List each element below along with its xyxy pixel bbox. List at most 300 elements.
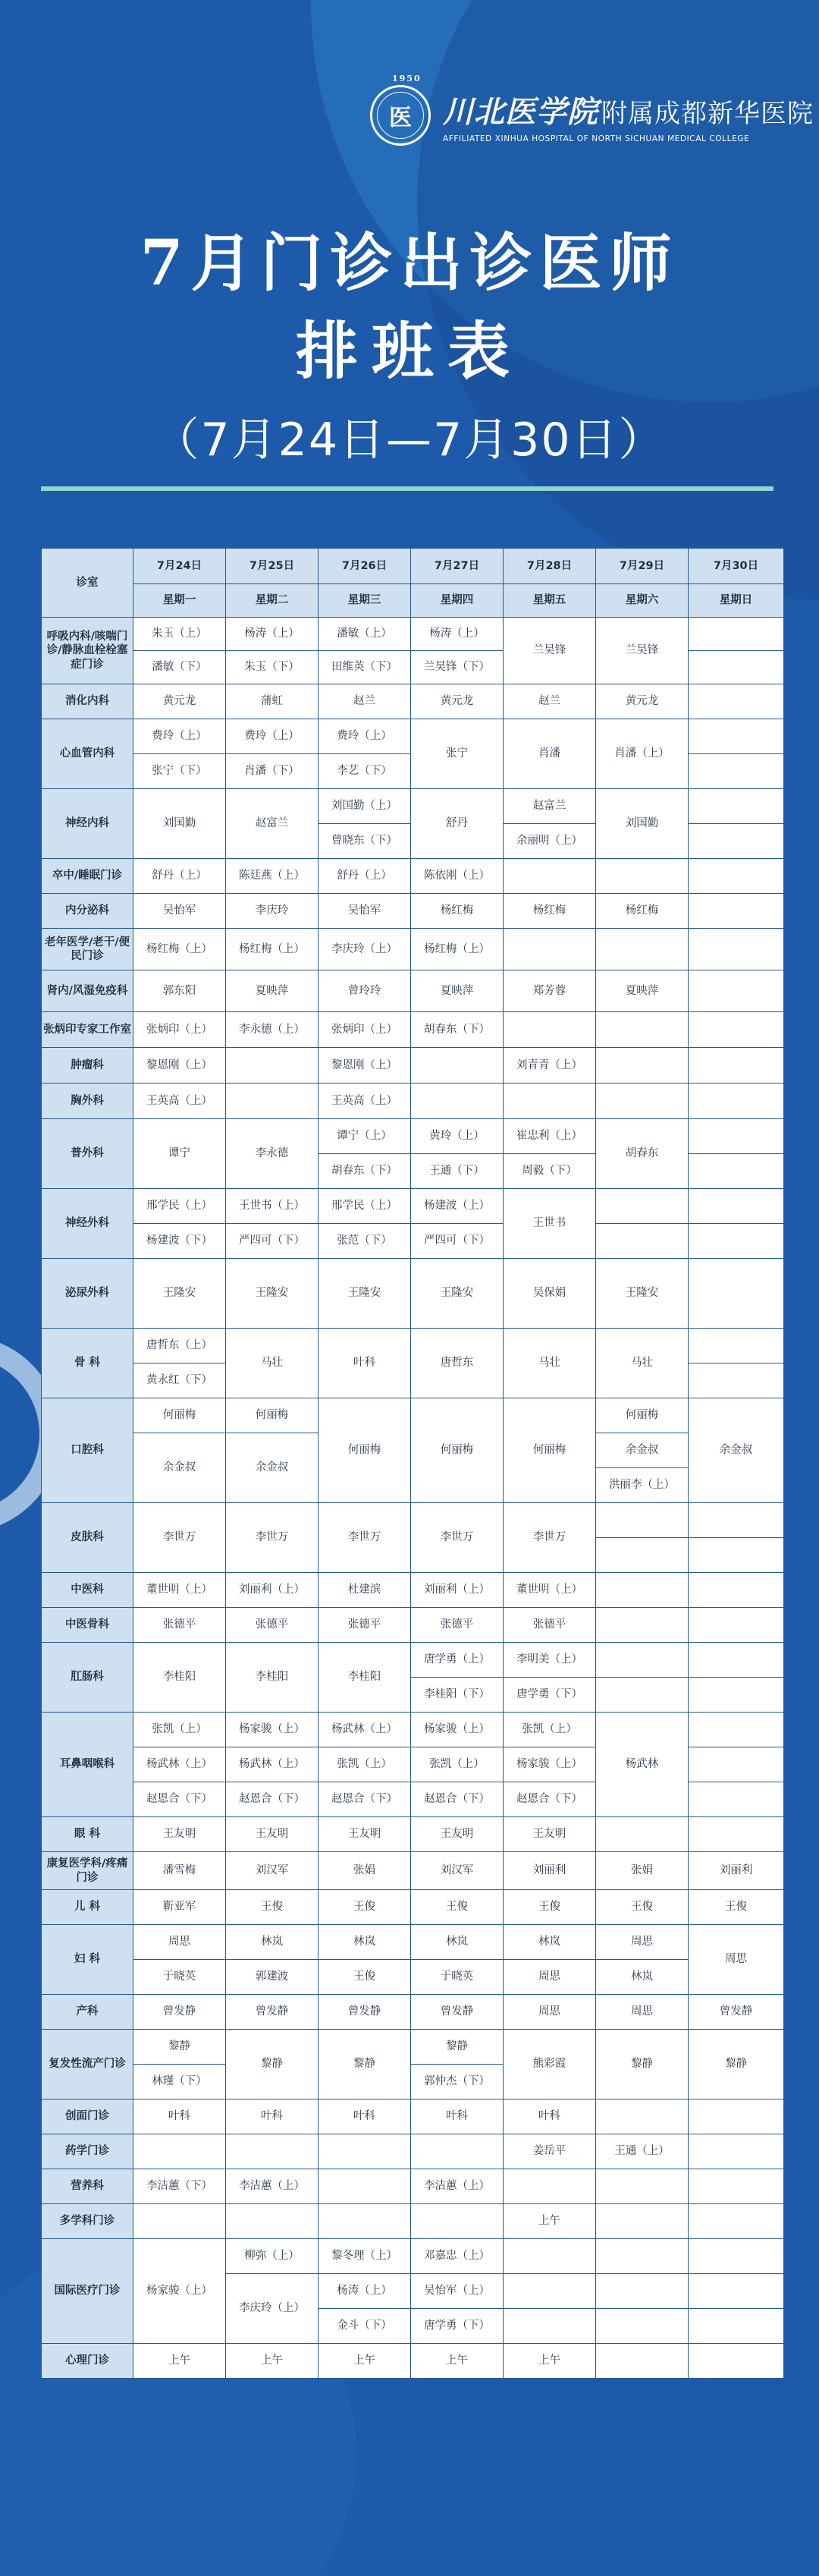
dept-label: 国际医疗门诊 [42,2239,133,2344]
schedule-cell: 黎静 [226,2030,318,2099]
dept-label: 妇 科 [42,1925,133,1995]
schedule-cell: 叶科 [318,2099,411,2134]
schedule-cell [596,2099,689,2134]
weekday-header: 星期六 [596,584,689,618]
schedule-cell: 叶科 [411,2099,504,2134]
date-header: 7月28日 [504,549,596,584]
page-title-line2: 排班表 [295,315,523,388]
schedule-cell: 张德平 [318,1608,411,1643]
schedule-cell: 何丽梅 [318,1398,411,1503]
table-row [42,1573,784,1608]
schedule-cell: 熊彩霞 [504,2030,596,2099]
schedule-cell: 舒丹（上） [318,859,411,894]
schedule-cell [689,1048,784,1084]
table-row [42,1852,784,1890]
schedule-cell: 杨武林（上） [226,1747,318,1782]
schedule-cell: 周思 [504,1960,596,1995]
schedule-cell: 刘丽利 [504,1852,596,1890]
schedule-cell: 刘国勤 [596,789,689,859]
schedule-cell: 林岚 [411,1925,504,1960]
date-header: 7月24日 [133,549,226,584]
schedule-cell: 曾玲玲 [318,970,411,1012]
hospital-logo [370,74,814,146]
schedule-cell [596,1817,689,1852]
schedule-cell: 唐哲东 [411,1329,504,1398]
schedule-cell: 李庆玲（上） [318,929,411,970]
schedule-cell: 上午 [226,2344,318,2379]
schedule-cell [689,1713,784,1747]
schedule-cell [411,1048,504,1084]
schedule-cell: 林瑾（下） [133,2065,226,2099]
schedule-cell: 曾发静 [318,1995,411,2030]
schedule-cell [504,2309,596,2344]
schedule-cell [133,2134,226,2169]
schedule-cell: 靳亚军 [133,1890,226,1925]
schedule-cell [689,970,784,1012]
schedule-cell: 李洁蕙（上） [226,2169,318,2204]
schedule-cell: 唐学勇（下） [504,1678,596,1713]
schedule-cell: 李艺（下） [318,754,411,789]
schedule-cell: 王隆安 [411,1259,504,1329]
schedule-cell: 黄永红（下） [133,1363,226,1398]
schedule-cell [596,1573,689,1608]
schedule-cell [318,2204,411,2239]
schedule-cell [596,1012,689,1048]
schedule-cell: 王隆安 [133,1259,226,1329]
schedule-cell [596,1503,689,1538]
schedule-cell: 王隆安 [596,1259,689,1329]
schedule-cell [504,929,596,970]
dept-label: 多学科门诊 [42,2204,133,2239]
schedule-cell: 林岚 [226,1925,318,1960]
schedule-cell: 董世明（上） [133,1573,226,1608]
schedule-cell: 吴怡军（上） [411,2274,504,2309]
schedule-cell: 金斗（下） [318,2309,411,2344]
dept-label: 心血管内科 [42,719,133,789]
schedule-cell: 黎静 [689,2030,784,2099]
schedule-cell: 张娟 [318,1852,411,1890]
schedule-cell: 赵兰 [504,684,596,719]
schedule-cell: 何丽梅 [596,1398,689,1433]
schedule-cell: 何丽梅 [133,1398,226,1433]
dept-label: 泌尿外科 [42,1259,133,1329]
dept-label: 肛肠科 [42,1643,133,1713]
schedule-cell: 张范（下） [318,1224,411,1259]
dept-label: 神经外科 [42,1189,133,1259]
schedule-cell [689,1363,784,1398]
schedule-cell: 李世万 [226,1503,318,1573]
schedule-cell: 周思 [596,1925,689,1960]
dept-label: 呼吸内科/咳喘门诊/静脉血栓栓塞症门诊 [42,618,133,684]
schedule-cell [504,2169,596,2204]
table-row [42,859,784,894]
schedule-cell: 王世书 [504,1189,596,1259]
dept-label: 耳鼻咽喉科 [42,1713,133,1817]
schedule-cell: 杨武林（上） [133,1747,226,1782]
schedule-cell: 王通（下） [411,1154,504,1189]
table-row [42,1119,784,1154]
schedule-cell [596,1048,689,1084]
schedule-cell [689,2344,784,2379]
schedule-cell [689,2169,784,2204]
schedule-cell: 张德平 [504,1608,596,1643]
schedule-cell: 马壮 [226,1329,318,1398]
schedule-cell: 王俊 [411,1890,504,1925]
schedule-cell: 费玲（上） [318,719,411,754]
schedule-cell [689,789,784,824]
schedule-cell: 李桂阳 [133,1643,226,1713]
schedule-cell [689,929,784,970]
date-header: 7月26日 [318,549,411,584]
schedule-cell: 黎冬理（上） [318,2239,411,2274]
schedule-cell: 李洁蕙（下） [133,2169,226,2204]
schedule-cell: 叶科 [504,2099,596,2134]
schedule-cell [689,2099,784,2134]
seal-glyph: 医 [389,105,412,131]
schedule-cell: 费玲（上） [133,719,226,754]
schedule-cell: 刘国勤 [133,789,226,859]
dept-label: 皮肤科 [42,1503,133,1573]
table-row [42,618,784,651]
schedule-cell [596,929,689,970]
schedule-cell [689,1329,784,1363]
schedule-cell: 潘敏（上） [318,618,411,651]
schedule-cell: 朱玉（上） [133,618,226,651]
schedule-cell [689,719,784,754]
weekday-header: 星期四 [411,584,504,618]
schedule-cell: 洪丽李（上） [596,1468,689,1503]
schedule-cell: 黎静 [318,2030,411,2099]
logo-year: 1950 [392,74,422,83]
schedule-cell: 舒丹（上） [133,859,226,894]
schedule-cell: 何丽梅 [504,1398,596,1503]
schedule-cell: 林岚 [504,1925,596,1960]
schedule-cell: 杨红梅 [596,894,689,929]
schedule-cell: 杨武林（上） [318,1713,411,1747]
schedule-cell: 董世明（上） [504,1573,596,1608]
table-row [42,1890,784,1925]
schedule-cell: 黎静 [411,2030,504,2065]
schedule-cell: 李永德 [226,1119,318,1189]
schedule-cell: 曾发静 [226,1995,318,2030]
weekday-header: 星期三 [318,584,411,618]
dept-label: 肿瘤科 [42,1048,133,1084]
schedule-cell: 叶科 [318,1329,411,1398]
schedule-cell [689,1084,784,1119]
schedule-cell: 上午 [318,2344,411,2379]
schedule-cell: 杨涛（上） [318,2274,411,2309]
schedule-cell: 杨家骏（上） [226,1713,318,1747]
weekday-header: 星期二 [226,584,318,618]
schedule-cell [411,2204,504,2239]
schedule-cell: 杨红梅（上） [133,929,226,970]
table-row [42,1643,784,1678]
schedule-cell: 郭仲杰（下） [411,2065,504,2099]
weekday-header: 星期一 [133,584,226,618]
schedule-cell: 黎恩刚（上） [318,1048,411,1084]
schedule-cell: 余金叔 [226,1433,318,1503]
schedule-cell: 肖潘（下） [226,754,318,789]
schedule-cell [689,1503,784,1538]
schedule-cell: 胡春东 [596,1119,689,1189]
date-range: （7月24日—7月30日） [153,414,666,467]
dept-label: 口腔科 [42,1398,133,1503]
schedule-cell [596,2169,689,2204]
table-row [42,1503,784,1538]
schedule-cell [596,2239,689,2274]
schedule-cell: 张凯（上） [411,1747,504,1782]
dept-label: 中医科 [42,1573,133,1608]
schedule-cell: 余金叔 [689,1398,784,1503]
table-row [42,929,784,970]
schedule-cell: 王俊 [596,1890,689,1925]
table-row [42,970,784,1012]
schedule-cell: 李庆玲 [226,894,318,929]
table-row [42,1189,784,1224]
schedule-cell: 王世书（上） [226,1189,318,1224]
hospital-name-en: AFFILIATED XINHUA HOSPITAL OF NORTH SICHUAN MEDICAL COLLEGE [443,134,750,143]
header-date-row [42,549,784,584]
schedule-cell [689,1573,784,1608]
schedule-cell: 张宁（下） [133,754,226,789]
hospital-name-script: 川北医学院 [443,93,598,130]
schedule-cell [596,1643,689,1678]
dept-label: 张炳印专家工作室 [42,1012,133,1048]
schedule-cell [596,1224,689,1259]
schedule-cell: 上午 [504,2204,596,2239]
schedule-cell [596,2344,689,2379]
schedule-cell [689,1012,784,1048]
schedule-cell: 黄元龙 [411,684,504,719]
schedule-cell [689,684,784,719]
dept-label: 眼 科 [42,1817,133,1852]
dept-label: 内分泌科 [42,894,133,929]
schedule-cell [133,2204,226,2239]
corner-header: 诊室 [42,549,133,618]
schedule-cell: 吴保娟 [504,1259,596,1329]
schedule-cell: 兰昊锋 [504,618,596,684]
schedule-cell: 周思 [596,1995,689,2030]
schedule-cell: 张德平 [226,1608,318,1643]
table-row [42,1960,784,1995]
schedule-cell: 唐学勇（上） [411,1643,504,1678]
schedule-cell: 曾发静 [411,1995,504,2030]
schedule-cell: 叶科 [226,2099,318,2134]
schedule-cell: 杨家骏（上） [504,1747,596,1782]
schedule-cell: 黎静 [596,2030,689,2099]
schedule-cell: 张凯（上） [133,1713,226,1747]
schedule-cell: 姜岳平 [504,2134,596,2169]
table-row [42,2169,784,2204]
schedule-cell [504,859,596,894]
schedule-cell: 刘丽利（上） [226,1573,318,1608]
schedule-cell [226,1048,318,1084]
date-header: 7月27日 [411,549,504,584]
schedule-cell: 杨武林 [596,1713,689,1817]
schedule-cell: 黎恩刚（上） [133,1048,226,1084]
schedule-cell: 郑芳蓉 [504,970,596,1012]
table-row [42,1012,784,1048]
schedule-cell: 蒲虹 [226,684,318,719]
schedule-cell: 邓嘉忠（上） [411,2239,504,2274]
table-row [42,1259,784,1329]
schedule-cell: 赵兰 [318,684,411,719]
table-row [42,1398,784,1433]
date-header: 7月30日 [689,549,784,584]
schedule-cell [596,1084,689,1119]
schedule-cell [689,618,784,651]
schedule-cell: 李永德（上） [226,1012,318,1048]
schedule-cell: 王友明 [318,1817,411,1852]
schedule-cell [226,1084,318,1119]
schedule-cell: 杨红梅（上） [411,929,504,970]
schedule-cell: 上午 [504,2344,596,2379]
schedule-cell: 李桂阳 [318,1643,411,1713]
schedule-cell: 费玲（上） [226,719,318,754]
schedule-cell [689,1189,784,1224]
schedule-cell: 何丽梅 [411,1398,504,1503]
schedule-cell [689,1678,784,1713]
dept-label: 老年医学/老干/便民门诊 [42,929,133,970]
table-row [42,1084,784,1119]
schedule-cell: 林岚 [318,1925,411,1960]
schedule-cell [689,1538,784,1573]
schedule-cell: 严四可（下） [226,1224,318,1259]
schedule-cell: 叶科 [133,2099,226,2134]
schedule-cell: 胡春东（下） [411,1012,504,1048]
table-row [42,1048,784,1084]
schedule-cell [689,2309,784,2344]
schedule-cell: 胡春东（下） [318,1154,411,1189]
schedule-cell: 刘国勤（上） [318,789,411,824]
schedule-cell: 于晓英 [411,1960,504,1995]
schedule-cell: 李桂阳 [226,1643,318,1713]
table-row [42,2204,784,2239]
schedule-cell: 陈依刚（上） [411,859,504,894]
schedule-cell [689,2274,784,2309]
dept-label: 肾内/风湿免疫科 [42,970,133,1012]
schedule-cell: 黄元龙 [596,684,689,719]
schedule-cell: 周思 [504,1995,596,2030]
schedule-cell [689,1119,784,1154]
schedule-cell: 潘敏（下） [133,651,226,684]
schedule-cell [689,2239,784,2274]
header-weekday-row [42,584,784,618]
schedule-cell: 曾发静 [133,1995,226,2030]
schedule-cell: 马壮 [596,1329,689,1398]
table-row [42,1224,784,1259]
schedule-cell: 余金叔 [596,1433,689,1468]
dept-label: 中医骨科 [42,1608,133,1643]
schedule-table [41,548,784,2379]
schedule-cell: 刘汉军 [411,1852,504,1890]
schedule-cell: 李桂阳（下） [411,1678,504,1713]
schedule-cell: 上午 [411,2344,504,2379]
table-row [42,894,784,929]
schedule-cell [318,2169,411,2204]
hospital-name: 附属成都新华医院 [601,98,814,129]
schedule-cell: 邢学民（上） [133,1189,226,1224]
schedule-cell: 潘雪梅 [133,1852,226,1890]
schedule-cell: 张凯（上） [318,1747,411,1782]
schedule-cell: 黄玲（上） [411,1119,504,1154]
weekday-header: 星期日 [689,584,784,618]
schedule-cell: 夏映萍 [596,970,689,1012]
schedule-cell: 何丽梅 [226,1398,318,1433]
schedule-cell: 邢学民（上） [318,1189,411,1224]
schedule-cell: 李明美（上） [504,1643,596,1678]
schedule-cell: 张德平 [133,1608,226,1643]
schedule-cell: 王友明 [226,1817,318,1852]
schedule-cell: 李世万 [411,1503,504,1573]
schedule-cell: 曾晓东（下） [318,824,411,859]
schedule-cell: 严四可（下） [411,1224,504,1259]
schedule-cell: 王友明 [133,1817,226,1852]
schedule-cell: 肖潘（上） [596,719,689,789]
schedule-cell: 刘丽利 [689,1852,784,1890]
table-row [42,684,784,719]
schedule-cell: 赵富兰 [504,789,596,824]
schedule-cell [689,1259,784,1329]
table-row [42,1608,784,1643]
schedule-cell: 郭东阳 [133,970,226,1012]
schedule-cell [226,2204,318,2239]
schedule-cell: 刘汉军 [226,1852,318,1890]
schedule-cell: 刘丽利（上） [411,1573,504,1608]
schedule-cell [689,1224,784,1259]
dept-label: 产科 [42,1995,133,2030]
schedule-cell: 杨家骏（上） [133,2239,226,2344]
schedule-cell: 张娟 [596,1852,689,1890]
schedule-cell: 杨红梅（上） [226,929,318,970]
schedule-cell: 兰昊锋 [596,618,689,684]
dept-label: 卒中/睡眠门诊 [42,859,133,894]
dept-label: 胸外科 [42,1084,133,1119]
schedule-cell: 赵恩合（下） [133,1782,226,1817]
schedule-cell: 唐哲东（上） [133,1329,226,1363]
schedule-cell: 夏映萍 [226,970,318,1012]
table-row [42,1329,784,1363]
schedule-cell: 李世万 [318,1503,411,1573]
hospital-seal-icon [370,74,431,146]
schedule-cell: 王俊 [504,1890,596,1925]
schedule-cell: 朱玉（下） [226,651,318,684]
schedule-cell: 张炳印（上） [133,1012,226,1048]
schedule-cell [596,859,689,894]
dept-label: 消化内科 [42,684,133,719]
schedule-cell: 王隆安 [318,1259,411,1329]
schedule-cell [318,2134,411,2169]
schedule-cell: 李世万 [504,1503,596,1573]
schedule-cell [596,2274,689,2309]
schedule-cell: 肖潘 [504,719,596,789]
schedule-cell: 田维英（下） [318,651,411,684]
schedule-cell: 张德平 [411,1608,504,1643]
schedule-cell: 杨建波（下） [133,1224,226,1259]
schedule-cell [689,2134,784,2169]
schedule-cell: 王英高（上） [133,1084,226,1119]
schedule-cell: 赵恩合（下） [411,1782,504,1817]
weekday-header: 星期五 [504,584,596,618]
schedule-cell: 上午 [133,2344,226,2379]
schedule-cell [504,1012,596,1048]
date-header: 7月29日 [596,549,689,584]
dept-label: 骨 科 [42,1329,133,1398]
schedule-cell [596,2204,689,2239]
schedule-cell: 王俊 [318,1890,411,1925]
schedule-cell: 马壮 [504,1329,596,1398]
divider [41,486,774,491]
